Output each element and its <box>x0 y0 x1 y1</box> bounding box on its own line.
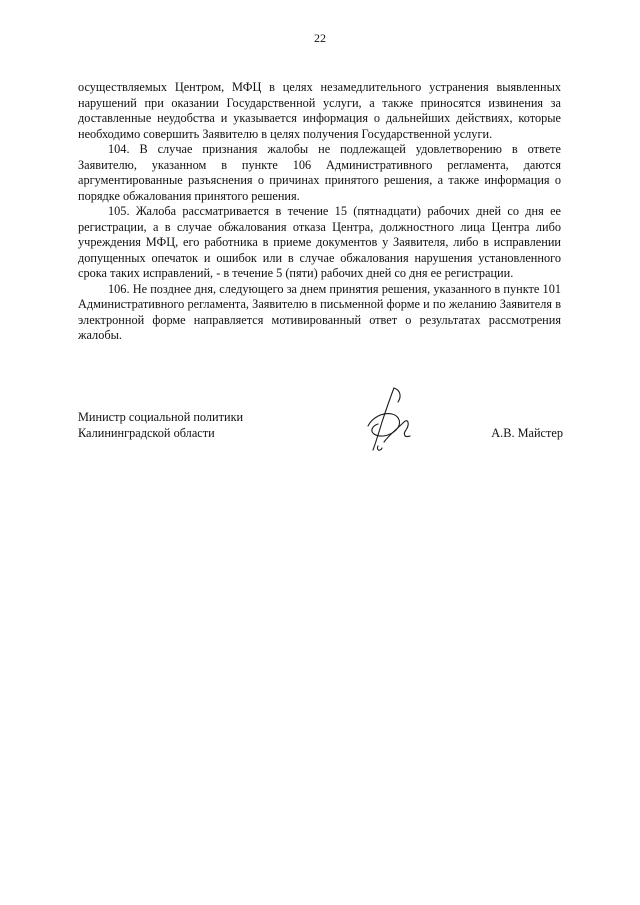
handwritten-signature-icon <box>360 384 422 456</box>
paragraph-continuation: осуществляемых Центром, МФЦ в целях незамедлительного устранения выявленных нарушений при оказании Государственной услуги, а также приносятся извинения за доставленные неудобства и указывается информация о дальнейших действиях, которые необходимо совершить Заявителю в целях получения Государственной услуги. <box>78 80 561 141</box>
signer-title-line-1: Министр социальной политики <box>78 410 244 424</box>
paragraph-104: 104. В случае признания жалобы не подлежащей удовлетворению в ответе Заявителю, указанном в пункте 106 Административного регламента, даются аргументированные разъяснения о причинах принятого решения, а также информация о порядке обжалования принятого решения. <box>78 142 561 203</box>
signature-block <box>78 410 563 470</box>
document-body <box>78 80 561 344</box>
paragraph-105: 105. Жалоба рассматривается в течение 15 (пятнадцати) рабочих дней со дня ее регистрации, а в случае обжалования отказа Центра, должностного лица Центра либо учреждения МФЦ, его работника в приеме документов у Заявителя, либо в исправлении допущенных опечаток и ошибок или в случае обжалования нарушения установленного срока таких исправлений, - в течение 5 (пяти) рабочих дней со дня ее регистрации. <box>78 204 561 280</box>
paragraph-106: 106. Не позднее дня, следующего за днем принятия решения, указанного в пункте 101 Административного регламента, Заявителю в письменной форме и по желанию Заявителя в электронной форме направляется мотивированный ответ о результатах рассмотрения жалобы. <box>78 281 561 342</box>
signer-title <box>78 410 318 441</box>
signer-name: А.В. Майстер <box>491 425 563 440</box>
page-number: 22 <box>314 31 326 45</box>
signer-title-line-2: Калининградской области <box>78 425 215 440</box>
